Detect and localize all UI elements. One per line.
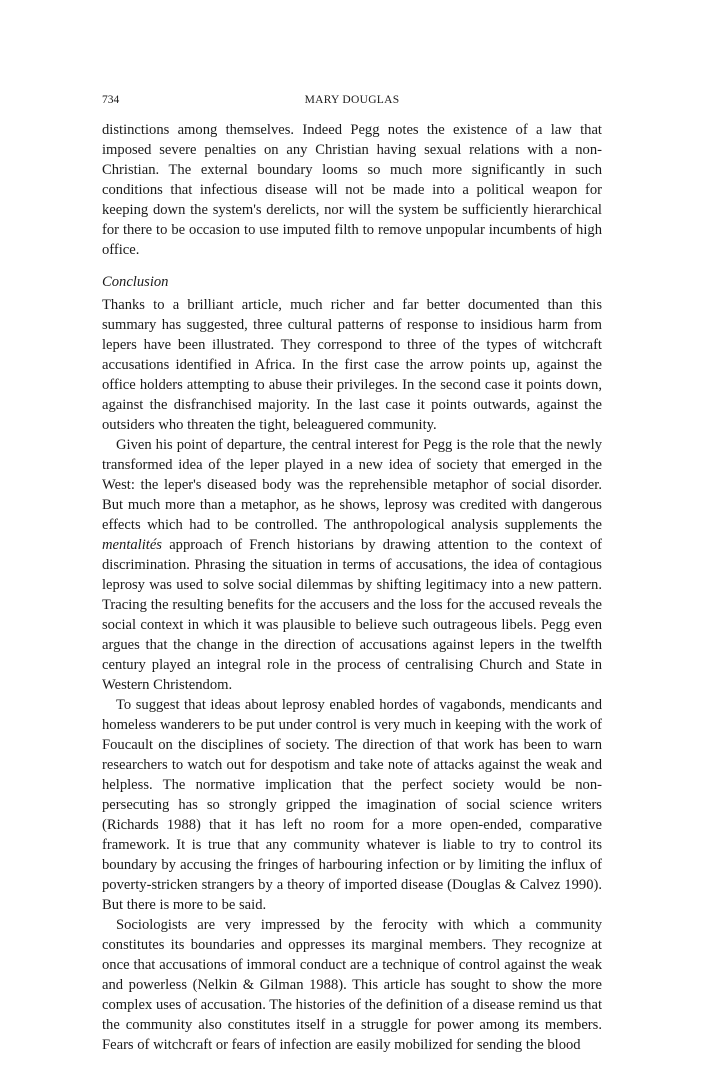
paragraph-2 [102,435,602,695]
intro-paragraph: distinctions among themselves. Indeed Pegg notes the existence of a law that imposed severe penalties on any Christian having sexual relations with a non-Christian. The external boundary looms so much more significantly in such conditions that infectious disease will not be made into a political weapon for keeping down the system's derelicts, nor will the system be sufficiently hierarchical for there to be occasion to use imputed filth to remove unpopular incumbents of high office. [102,122,602,258]
page-number: 734 [102,94,120,106]
paragraph-2-italic-term: mentalités [102,537,162,553]
conclusion-body [102,295,602,1055]
paragraph-3: To suggest that ideas about leprosy enabled hordes of vagabonds, mendicants and homeless wanderers to be put under control is very much in keeping with the work of Foucault on the disciplines of society. The direction of that work has been to warn researchers to watch out for despotism and take note of attacks against the weak and helpless. The normative implication that the perfect society would be non-persecuting has so strongly gripped the imagination of social science writers (Richards 1988) that it has left no room for a more open-ended, comparative framework. It is true that any community whatever is liable to try to control its boundary by accusing the fringes of harbouring infection or by limiting the influx of poverty-stricken strangers by a theory of imported disease (Douglas & Calvez 1990). But there is more to be said. [102,697,602,913]
paragraph-2-part-b: approach of French historians by drawing attention to the context of discrimination. Phrasing the situation in terms of accusations, the idea of contagious leprosy was used to solve social dilemmas by shifting legitimacy into a new pattern. Tracing the resulting benefits for the accusers and the loss for the accused reveals the social context in which it was plausible to believe such outrageous libels. Pegg even argues that the change in the direction of accusations against lepers in the twelfth century played an integral role in the process of centralising Church and State in Western Christendom. [102,537,602,693]
page-header [102,94,602,112]
section-heading: Conclusion [102,274,169,290]
running-head: MARY DOUGLAS [304,94,400,106]
paragraph-4: Sociologists are very impressed by the ferocity with which a community constitutes its boundaries and oppresses its marginal members. They recognize at once that accusations of immoral conduct are a technique of control against the weak and powerless (Nelkin & Gilman 1988). This article has sought to show the more complex uses of accusation. The histories of the definition of a disease remind us that the community also constitutes itself in a struggle for power among its members. Fears of witchcraft or fears of infection are easily mobilized for sending the blood [102,917,602,1053]
paragraph-2-part-a: Given his point of departure, the central interest for Pegg is the role that the newly transformed idea of the leper played in a new idea of society that emerged in the West: the leper's diseased body was the reprehensible metaphor of social disorder. But much more than a metaphor, as he shows, leprosy was credited with dangerous effects which had to be controlled. The anthropological analysis supplements the [102,437,602,533]
paragraph-1: Thanks to a brilliant article, much richer and far better documented than this summary has suggested, three cultural patterns of response to insidious harm from lepers have been illustrated. They correspond to three of the types of witchcraft accusations identified in Africa. In the first case the arrow points up, against the office holders attempting to abuse their privileges. In the second case it points down, against the disfranchised majority. In the last case it points outwards, against the outsiders who threaten the tight, beleaguered community. [102,297,602,433]
intro-paragraph-block [102,120,602,260]
